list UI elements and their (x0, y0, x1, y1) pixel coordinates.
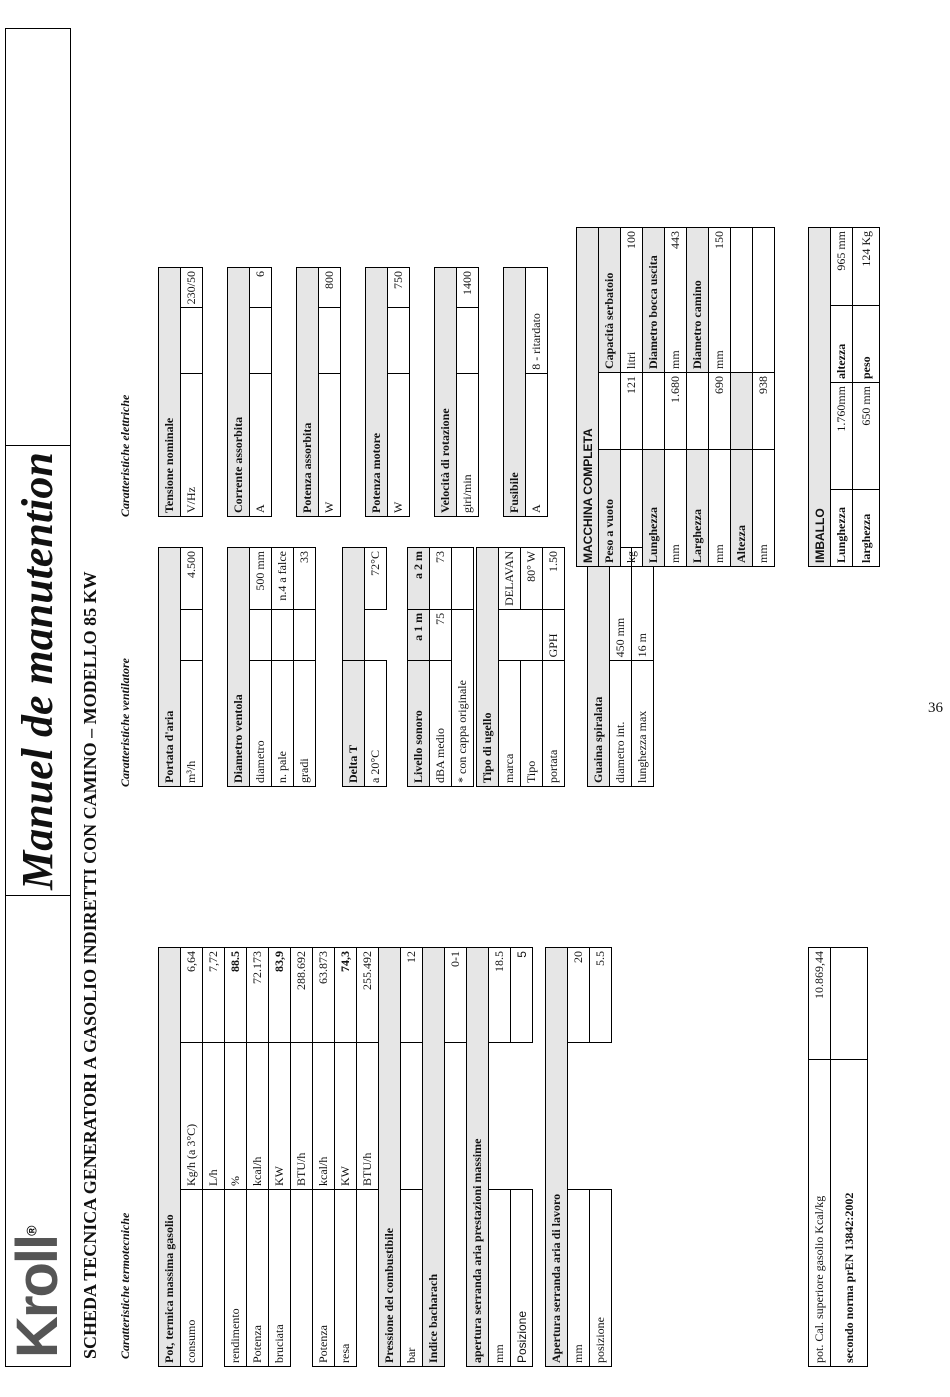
norma-label: secondo norma prEN 13842:2002 (831, 1060, 868, 1367)
velocita-val: 1400 (457, 268, 479, 308)
peso-unit: kg (621, 450, 643, 567)
header-blank-cell (6, 28, 70, 446)
guaina-v2: 16 m (632, 548, 654, 661)
ugello-v1: DELAVAN (499, 548, 521, 610)
bocca-cell (665, 228, 687, 373)
spacer (410, 268, 435, 517)
livello-v1: 75 (430, 609, 452, 661)
potcal-val: 10.869,44 (809, 948, 831, 1060)
livello-unit: dBA medio (430, 661, 452, 787)
resa-v2: 74,3 (335, 948, 357, 1043)
blank (499, 609, 521, 661)
serranda-lav-u2: posizione (590, 1190, 612, 1367)
spacer (203, 268, 228, 517)
diametro-v3: 33 (294, 548, 316, 610)
blank (291, 1190, 313, 1367)
potass-val: 800 (319, 268, 341, 308)
serbatoio-cell (621, 228, 643, 373)
portata-header: Portata d'aria (159, 548, 181, 787)
machine-table (576, 227, 775, 567)
lunghezza-val: 1.680 (665, 373, 687, 450)
spacer (341, 268, 366, 517)
pot-header: Pot, termica massima gasolio (159, 948, 181, 1367)
consumo-val1: 6,64 (181, 948, 203, 1043)
blank (365, 609, 387, 661)
blank (250, 609, 272, 661)
resa-v3: 255.492 (357, 948, 379, 1043)
blank (568, 1043, 590, 1190)
larghezza-unit: mm (709, 450, 731, 567)
pack-altezza-val: 965 mm (831, 228, 853, 306)
bruciata-u2: KW (269, 1043, 291, 1190)
blank (445, 1190, 467, 1367)
spacer (272, 268, 297, 517)
velocita-header: Velocità di rotazione (435, 268, 457, 517)
blank (521, 609, 543, 661)
guaina-header: Guaina spiralata (588, 548, 610, 787)
blank (731, 228, 753, 373)
blank (445, 1043, 467, 1190)
bruciata-label1: Potenza (247, 1190, 269, 1367)
blank (489, 1043, 511, 1190)
packing-header: IMBALLO (809, 228, 831, 567)
blank (388, 308, 410, 373)
altezza-val: 938 (753, 373, 775, 450)
electric-table (158, 267, 548, 517)
document-title: SCHEDA TECNICA GENERATORI A GASOLIO INDIRETTI CON CAMINO – MODELLO 85 KW (80, 571, 100, 1359)
blank (250, 308, 272, 373)
spacer (203, 548, 228, 787)
delta-header-fill (343, 548, 365, 661)
pressione-val: 12 (401, 948, 423, 1043)
potass-header: Potenza assorbita (297, 268, 319, 517)
pressione-unit: bar (401, 1190, 423, 1367)
motore-unit: W (388, 373, 410, 516)
diametro-header: Diametro ventola (228, 548, 250, 787)
kroll-logo (6, 895, 70, 1366)
blank (401, 1043, 423, 1190)
serranda-max-header: apertura serranda aria prestazioni massime (467, 948, 489, 1367)
blank (643, 373, 665, 450)
diametro-u3: gradi (294, 661, 316, 787)
bruciata-u3: BTU/h (291, 1043, 313, 1190)
serranda-max-v2: 5 (511, 948, 533, 1043)
resa-label2: resa (335, 1190, 357, 1367)
blank (457, 308, 479, 373)
fusibile-header: Fusibile (504, 268, 526, 517)
peso-val: 121 (621, 373, 643, 450)
serranda-max-u2: Posizione (511, 1190, 533, 1367)
camino-label: Diametro camino (687, 228, 709, 373)
pack-peso-label: peso (853, 306, 880, 383)
portata-val: 4.500 (181, 548, 203, 610)
guaina-u2: lunghezza max (632, 661, 654, 787)
resa-u1: kcal/h (313, 1043, 335, 1190)
diametro-u2: n. pale (272, 661, 294, 787)
pack-lunghezza-label: Lunghezza (831, 490, 853, 567)
spacer (316, 548, 343, 787)
registered-mark: ® (23, 1227, 40, 1236)
delta-unit: a 20°C (365, 661, 387, 787)
camino-val: 150 (712, 231, 726, 249)
corrente-header: Corrente assorbita (228, 268, 250, 517)
guaina-u1: diametro int. (610, 661, 632, 787)
spacer (533, 948, 546, 1367)
serranda-lav-v1: 20 (568, 948, 590, 1043)
corrente-val: 6 (250, 268, 272, 308)
spacer (479, 268, 504, 517)
livello-col1: a 1 m (408, 609, 430, 661)
blank (599, 373, 621, 450)
blank (687, 373, 709, 450)
consumo-unit2: L/h (203, 1043, 225, 1190)
ugello-u2: Tipo (521, 661, 543, 787)
header-band (5, 28, 71, 1367)
camino-cell (709, 228, 731, 373)
pack-lunghezza-val: 1.760mm (831, 383, 853, 490)
pack-altezza-label: altezza (831, 306, 853, 383)
tensione-val: 230/50 (181, 268, 203, 308)
blank (294, 609, 316, 661)
bruciata-label2: bruciata (269, 1190, 291, 1367)
lunghezza-label: Lunghezza (643, 450, 665, 567)
livello-v2: 73 (430, 548, 452, 610)
blank (319, 308, 341, 373)
blank (511, 1043, 533, 1190)
ugello-header: Tipo di ugello (477, 548, 499, 787)
logo-wordmark: Kroll (5, 1235, 70, 1358)
page-number: 36 (928, 700, 943, 716)
motore-val: 750 (388, 268, 410, 308)
bacharach-header: Indice bacharach (423, 948, 445, 1367)
bruciata-v1: 72.173 (247, 948, 269, 1043)
fusibile-val: 8 - ritardato (526, 268, 548, 374)
rendimento-unit: % (225, 1043, 247, 1190)
rendimento-label: rendimento (225, 1190, 247, 1367)
blank (357, 1190, 379, 1367)
pack-peso-val: 124 Kg (853, 228, 880, 306)
section-electric: Caratteristiche elettriche (118, 394, 132, 517)
serranda-lav-header: Apertura serranda aria di lavoro (546, 948, 568, 1367)
potass-unit: W (319, 373, 341, 516)
resa-u3: BTU/h (357, 1043, 379, 1190)
lunghezza-unit: mm (665, 450, 687, 567)
blank (753, 228, 775, 373)
altezza-unit: mm (753, 450, 775, 567)
tensione-header: Tensione nominale (159, 268, 181, 517)
serranda-max-v1: 18.5 (489, 948, 511, 1043)
serbatoio-unit: litri (624, 351, 638, 369)
serbatoio-label: Capacità serbatoio (599, 228, 621, 373)
altezza-label: Altezza (731, 450, 753, 567)
pack-larghezza-label: larghezza (853, 490, 880, 567)
bacharach-val: 0-1 (445, 948, 467, 1043)
guaina-v1: 450 mm (610, 548, 632, 661)
velocita-unit: giri/min (457, 373, 479, 516)
camino-unit: mm (712, 350, 726, 369)
fusibile-unit: A (526, 373, 548, 516)
machine-header: MACCHINA COMPLETA (577, 228, 599, 567)
tensione-unit: V/Hz (181, 373, 203, 516)
section-thermo: Caratteristiche termotecniche (118, 1212, 132, 1359)
larghezza-label: Larghezza (687, 450, 709, 567)
larghezza-val: 690 (709, 373, 731, 450)
bocca-label: Diametro bocca uscita (643, 228, 665, 373)
pack-larghezza-val: 650 mm (853, 383, 880, 490)
ugello-u3b: GPH (543, 609, 565, 661)
serbatoio-val: 100 (624, 231, 638, 249)
diametro-v2: n.4 a falce (272, 548, 294, 610)
ugello-v3: 1.50 (543, 548, 565, 610)
potcal-table (808, 947, 868, 1367)
blank (590, 1043, 612, 1190)
bocca-val: 443 (668, 231, 682, 249)
manual-title: Manuel de manutention (13, 452, 62, 890)
livello-header: Livello sonoro (408, 661, 430, 787)
blank (831, 948, 868, 1060)
motore-header: Potenza motore (366, 268, 388, 517)
ugello-v2: 80° W (521, 548, 543, 610)
bruciata-v2: 83,9 (269, 948, 291, 1043)
blank (203, 1190, 225, 1367)
blank (272, 609, 294, 661)
blank (181, 308, 203, 373)
serranda-max-u1: mm (489, 1190, 511, 1367)
potcal-label: pot. Cal. superiore gasolio Kcal/kg (809, 1060, 831, 1367)
diametro-v1: 500 mm (250, 548, 272, 610)
consumo-label: consumo (181, 1190, 203, 1367)
packing-table (808, 227, 880, 567)
consumo-val2: 7,72 (203, 948, 225, 1043)
delta-val: 72°C (365, 548, 387, 610)
bruciata-v3: 288.692 (291, 948, 313, 1043)
blank (452, 548, 474, 610)
bocca-unit: mm (668, 350, 682, 369)
ugello-u3: portata (543, 661, 565, 787)
resa-label1: Potenza (313, 1190, 335, 1367)
pressione-header: Pressione del combustibile (379, 948, 401, 1367)
spacer (387, 548, 408, 787)
ugello-u1: marca (499, 661, 521, 787)
resa-v1: 63.873 (313, 948, 335, 1043)
portata-unit: m³/h (181, 661, 203, 787)
fan-table (158, 547, 654, 787)
blank (731, 373, 753, 450)
livello-col2: a 2 m (408, 548, 430, 610)
livello-note: * con cappa originale (452, 609, 474, 786)
resa-u2: KW (335, 1043, 357, 1190)
thermo-table (158, 947, 612, 1367)
spacer (565, 548, 588, 787)
corrente-unit: A (250, 373, 272, 516)
serranda-lav-u1: mm (568, 1190, 590, 1367)
diametro-u1: diametro (250, 661, 272, 787)
serranda-lav-v2: 5.5 (590, 948, 612, 1043)
peso-label: Peso a vuoto (599, 450, 621, 567)
blank (181, 609, 203, 661)
consumo-unit1: Kg/h (a 3°C) (181, 1043, 203, 1190)
bruciata-u1: kcal/h (247, 1043, 269, 1190)
rendimento-val: 88.5 (225, 948, 247, 1043)
logo-text (4, 1228, 71, 1358)
section-fan: Caratteristiche ventilatore (118, 658, 132, 787)
delta-header: Delta T (343, 661, 365, 787)
